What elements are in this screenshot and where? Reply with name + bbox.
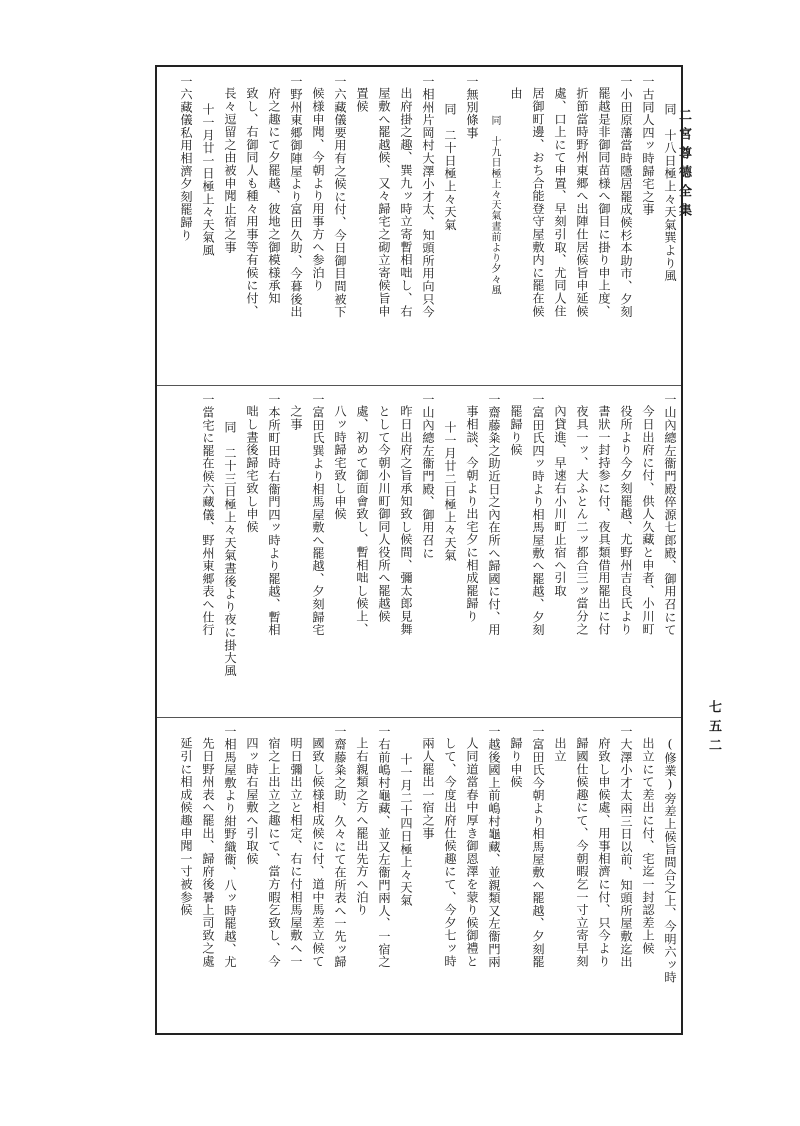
- entry-line: 一無別條事: [465, 75, 479, 139]
- band-divider-1: [157, 385, 681, 386]
- entry-line: 一本所町田時右衞門四ッ時より罷越、暫相: [267, 393, 281, 637]
- text-line: (修業)旁差上候旨間合之上、今明六ッ時: [663, 737, 677, 984]
- text-line: 延引に相成候趣申聞一寸被参候: [179, 737, 193, 917]
- text-line: して、今度出府仕候趣にて、今夕七ッ時: [443, 737, 457, 968]
- entry-line: 一小田原藩當時隱居罷成候杉本助市、夕刻: [619, 75, 633, 319]
- text-line: 八ッ時歸宅致し申候: [333, 405, 347, 521]
- entry-line: 一齋藤粂之助、久々にて在所表へ一先ッ歸: [333, 725, 347, 969]
- text-line: 歸り申候: [509, 737, 523, 789]
- text-line: 兩人罷出一宿之事: [421, 737, 435, 840]
- text-line: 役所より今夕刻罷越、尤野州吉良氏より: [619, 405, 633, 636]
- text-line: 同 十八日極上々天氣巽より風: [663, 103, 677, 283]
- entry-line: 一山內總左衞門殿倅源七郎殿、御用召にて: [663, 393, 677, 637]
- page-number: 七五二: [706, 700, 721, 757]
- entry-line: 一相州片岡村大澤小才太、知頭所用向只今: [421, 75, 435, 319]
- text-line: 人同道當春中厚き御恩澤を蒙り候御禮と: [465, 737, 479, 968]
- text-line: 國致し候様相成候に付、道中馬差立候て: [311, 737, 325, 968]
- text-line: 先日野州表へ罷出、歸府後暑上司致之處: [201, 737, 215, 968]
- entry-line: 一大澤小才太兩三日以前、知頭所屋敷迄出: [619, 725, 633, 969]
- text-line: 出府掛之趣、巽九ッ時立寄暫相咄し、右: [399, 87, 413, 318]
- text-line: 致し、右御同人も種々用事等有候に付、: [245, 87, 259, 318]
- book-title: 二宮尊德全集: [676, 108, 691, 222]
- text-line: 同 二十三日極上々天氣晝後より夜に掛大風: [223, 421, 237, 677]
- entry-line: 一右前嶋村龜藏、並又左衞門兩人、一宿之: [377, 725, 391, 969]
- text-line: 出立: [553, 737, 567, 763]
- entry-line: 一山內總左衞門殿、御用召に: [421, 393, 435, 560]
- text-line: 處、口上にて申置、早刻引取、尤同人住: [553, 87, 567, 318]
- text-line: として今朝小川町御同人役所へ罷越候: [377, 405, 391, 623]
- text-line: 長々逗留之由被申聞止宿之事: [223, 87, 237, 254]
- band-text: [197, 393, 681, 717]
- text-line: 折節當時野州東郷へ出陣仕居候旨申延候: [575, 87, 589, 318]
- text-line: 事相談、今朝より出宅夕に相成罷歸り: [465, 405, 479, 623]
- text-line: 十一月廿一日極上々天氣風: [201, 103, 215, 257]
- entry-line: 一野州東郷御陣屋より富田久助、今暮後出: [289, 75, 303, 319]
- text-line: 上右親類之方へ罷出先方へ泊り: [355, 737, 369, 917]
- entry-line: 一當宅に罷在候六藏儀、野州東郷表へ仕行: [201, 393, 215, 637]
- text-line: 宿之上出立之趣にて、當方暇乞致し、今: [267, 737, 281, 968]
- text-band-lower: [157, 725, 681, 1033]
- text-line: 四ッ時右屋敷へ引取候: [245, 737, 259, 865]
- page-frame: [155, 65, 683, 1035]
- entry-line: 一富田氏四ッ時より相馬屋敷へ罷越、夕刻: [531, 393, 545, 637]
- text-line: 同 二十日極上々天氣: [443, 103, 457, 231]
- entry-line: 一六藏儀私用相濟夕刻罷歸り: [179, 75, 193, 242]
- text-line: 咄し晝後歸宅致し申候: [245, 405, 259, 533]
- band-divider-2: [157, 717, 681, 718]
- text-line: 內貸進、早速右小川町止宿へ引取: [553, 405, 567, 597]
- text-line: 府之趣にて夕罷越、彼地之御模様承知: [267, 87, 281, 305]
- band-text: [175, 75, 681, 385]
- text-band-upper: [157, 75, 681, 385]
- text-band-middle: [157, 393, 681, 717]
- entry-line: 一六藏儀要用有之候に付、今日御目間被下: [333, 75, 347, 319]
- text-line: 罷歸り候: [509, 405, 523, 457]
- entry-line: 一富田氏今朝より相馬屋敷へ罷越、夕刻罷: [531, 725, 545, 969]
- entry-line: 一古同人四ッ時歸宅之事: [641, 75, 655, 216]
- text-line: 今日出府に付、供人久藏と申者、小川町: [641, 405, 655, 636]
- band-text: [175, 725, 681, 1033]
- text-line: 明日彌出立と相定、右に付相馬屋敷へ一: [289, 737, 303, 968]
- entry-line: 一富田氏巽より相馬屋敷へ罷越、夕刻歸宅: [311, 393, 325, 637]
- text-line: 十一月廿二日極上々天氣: [443, 421, 457, 562]
- text-line: 書狀一封持参に付、夜具類借用罷出に付: [597, 405, 611, 636]
- entry-line: 一相馬屋敷より紺野織衞、八ッ時罷越、尤: [223, 725, 237, 969]
- text-line: 歸國仕候趣にて、今朝暇乞一寸立寄早刻: [575, 737, 589, 968]
- text-line: 府致し申候處、用事相濟に付、只今より: [597, 737, 611, 968]
- text-line: 罷越是非御同苗様へ御目に掛り申上度、: [597, 87, 611, 318]
- text-line: 夜具一ッ、大ふとん二ッ都合三ッ當分之: [575, 405, 589, 636]
- text-line: 昨日出府之旨承知致し候間、彌太郎見舞: [399, 405, 413, 636]
- text-line: 同 十九日極上々天氣晝前より夕々風: [489, 115, 500, 296]
- text-line: 居御町邊、おち合能登守屋敷内に罷在候: [531, 87, 545, 318]
- text-line: 屋敷へ罷越候、又々歸宅之砌立寄候旨申: [377, 87, 391, 318]
- entry-line: 一越後國上前嶋村龜藏、並親類又左衞門兩: [487, 725, 501, 969]
- text-line: 置候: [355, 87, 369, 113]
- text-line: 十一月二十四日極上々天氣: [399, 753, 413, 907]
- text-line: 處、初めて御面會致し、暫相咄し候上、: [355, 405, 369, 636]
- text-line: 由: [509, 87, 523, 100]
- text-line: 出立にて差出に付、宅迄一封認差上候: [641, 737, 655, 955]
- text-line: 候様申聞、今朝より用事方へ参泊り: [311, 87, 325, 292]
- entry-line: 一齋藤粂之助近日之內在所へ歸國に付、用: [487, 393, 501, 637]
- text-line: 之事: [289, 405, 303, 431]
